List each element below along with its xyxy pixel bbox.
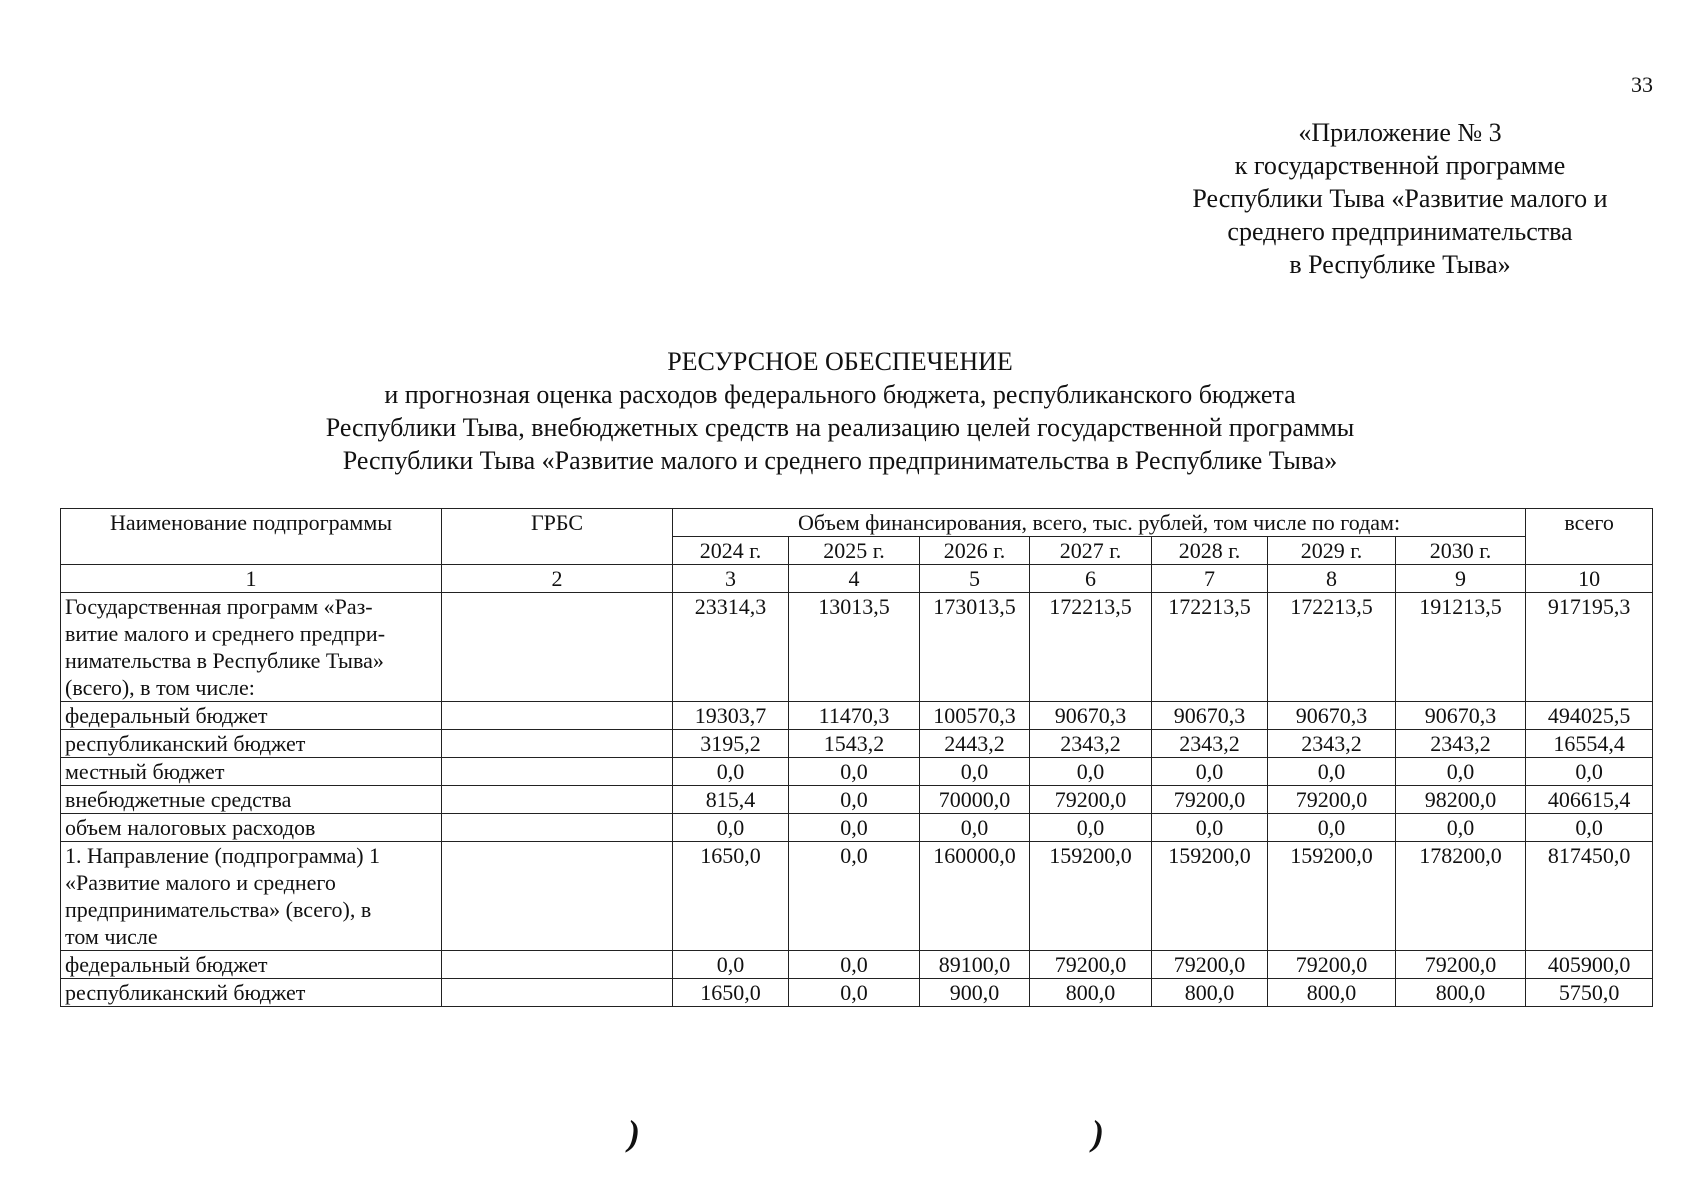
header-year: 2030 г. [1396,537,1526,565]
row-value-cell: 815,4 [673,786,789,814]
row-name-cell [61,979,442,1007]
table-header-row [61,509,1653,537]
title-line: Республики Тыва, внебюджетных средств на реализацию целей государственной программы [325,413,1355,442]
row-name-line: витие малого и среднего предпри- [65,621,386,646]
row-total-cell: 0,0 [1526,814,1653,842]
row-value-cell: 0,0 [1396,814,1526,842]
row-value-cell: 159200,0 [1030,842,1152,951]
appendix-line: «Приложение № 3 [1298,118,1502,147]
row-value-cell: 2343,2 [1152,730,1268,758]
row-value-cell: 0,0 [1030,814,1152,842]
table-row [61,814,1653,842]
title-line: и прогнозная оценка расходов федерального бюджета, республиканского бюджета [384,380,1296,409]
row-total-cell: 817450,0 [1526,842,1653,951]
table-row [61,758,1653,786]
table-row [61,786,1653,814]
row-value-cell: 172213,5 [1030,593,1152,702]
column-number: 4 [789,565,920,593]
row-total-cell: 16554,4 [1526,730,1653,758]
row-value-cell: 0,0 [920,814,1030,842]
header-total: всего [1526,509,1653,565]
row-value-cell: 1650,0 [673,979,789,1007]
row-name-line: местный бюджет [65,759,225,784]
row-value-cell: 900,0 [920,979,1030,1007]
row-value-cell: 90670,3 [1030,702,1152,730]
header-year: 2026 г. [920,537,1030,565]
row-value-cell: 13013,5 [789,593,920,702]
row-name-line: «Развитие малого и среднего [65,870,336,895]
row-total-cell: 406615,4 [1526,786,1653,814]
header-grbs: ГРБС [442,509,673,565]
table-row [61,702,1653,730]
row-value-cell: 90670,3 [1396,702,1526,730]
row-value-cell: 0,0 [1396,758,1526,786]
row-value-cell: 159200,0 [1152,842,1268,951]
row-value-cell: 0,0 [789,786,920,814]
row-grbs-cell [442,758,673,786]
row-value-cell: 800,0 [1396,979,1526,1007]
row-value-cell: 79200,0 [1030,786,1152,814]
document-title [60,345,1620,477]
row-value-cell: 800,0 [1030,979,1152,1007]
row-value-cell: 2343,2 [1030,730,1152,758]
column-number: 7 [1152,565,1268,593]
row-total-cell: 0,0 [1526,758,1653,786]
row-name-line: (всего), в том числе: [65,675,255,700]
row-name-line: 1. Направление (подпрограмма) 1 [65,843,381,868]
row-value-cell: 0,0 [789,814,920,842]
table-row [61,730,1653,758]
row-value-cell: 172213,5 [1268,593,1396,702]
row-value-cell: 3195,2 [673,730,789,758]
header-year: 2029 г. [1268,537,1396,565]
appendix-line: к государственной программе [1234,151,1566,180]
table-row [61,842,1653,951]
row-value-cell: 0,0 [789,758,920,786]
row-grbs-cell [442,842,673,951]
row-value-cell: 0,0 [1152,758,1268,786]
row-value-cell: 0,0 [1152,814,1268,842]
row-name-cell [61,593,442,702]
table-row [61,951,1653,979]
row-value-cell: 79200,0 [1396,951,1526,979]
row-value-cell: 0,0 [789,951,920,979]
row-value-cell: 90670,3 [1152,702,1268,730]
row-value-cell: 0,0 [673,814,789,842]
row-name-cell [61,758,442,786]
row-value-cell: 172213,5 [1152,593,1268,702]
header-name: Наименование подпрограммы [61,509,442,565]
row-grbs-cell [442,814,673,842]
row-value-cell: 160000,0 [920,842,1030,951]
row-name-line: федеральный бюджет [65,703,268,728]
row-name-line: объем налоговых расходов [65,815,316,840]
header-year: 2025 г. [789,537,920,565]
row-value-cell: 79200,0 [1268,951,1396,979]
row-value-cell: 100570,3 [920,702,1030,730]
row-value-cell: 79200,0 [1152,786,1268,814]
column-number: 9 [1396,565,1526,593]
row-grbs-cell [442,951,673,979]
footer-mark: ) [1092,1113,1104,1153]
appendix-line: в Республике Тыва» [1289,250,1511,279]
row-value-cell: 70000,0 [920,786,1030,814]
row-value-cell: 11470,3 [789,702,920,730]
row-value-cell: 0,0 [920,758,1030,786]
column-number: 1 [61,565,442,593]
header-year: 2024 г. [673,537,789,565]
row-value-cell: 2443,2 [920,730,1030,758]
column-number: 5 [920,565,1030,593]
row-value-cell: 2343,2 [1268,730,1396,758]
row-value-cell: 0,0 [1030,758,1152,786]
header-volume: Объем финансирования, всего, тыс. рублей, том числе по годам: [673,509,1526,537]
row-value-cell: 178200,0 [1396,842,1526,951]
row-name-cell [61,842,442,951]
row-value-cell: 800,0 [1152,979,1268,1007]
row-grbs-cell [442,786,673,814]
column-number: 10 [1526,565,1653,593]
row-name-line: нимательства в Республике Тыва» [65,648,384,673]
row-name-cell [61,786,442,814]
row-value-cell: 19303,7 [673,702,789,730]
row-total-cell: 494025,5 [1526,702,1653,730]
row-value-cell: 79200,0 [1268,786,1396,814]
row-name-cell [61,702,442,730]
header-year: 2028 г. [1152,537,1268,565]
row-name-line: республиканский бюджет [65,731,306,756]
page-number: 33 [1631,72,1653,97]
appendix-heading [1160,116,1640,281]
row-value-cell: 1543,2 [789,730,920,758]
row-name-line: предпринимательства» (всего), в [65,897,372,922]
column-number: 2 [442,565,673,593]
row-total-cell: 917195,3 [1526,593,1653,702]
row-value-cell: 173013,5 [920,593,1030,702]
appendix-line: среднего предпринимательства [1227,217,1573,246]
column-number: 8 [1268,565,1396,593]
row-value-cell: 98200,0 [1396,786,1526,814]
title-line: Республики Тыва «Развитие малого и среднего предпринимательства в Республике Тыва» [342,446,1338,475]
row-value-cell: 800,0 [1268,979,1396,1007]
row-value-cell: 191213,5 [1396,593,1526,702]
row-grbs-cell [442,702,673,730]
row-value-cell: 0,0 [789,979,920,1007]
row-value-cell: 89100,0 [920,951,1030,979]
row-value-cell: 2343,2 [1396,730,1526,758]
row-total-cell: 405900,0 [1526,951,1653,979]
row-value-cell: 0,0 [1268,814,1396,842]
title-main: РЕСУРСНОЕ ОБЕСПЕЧЕНИЕ [667,347,1013,376]
column-number: 6 [1030,565,1152,593]
appendix-line: Республики Тыва «Развитие малого и [1192,184,1608,213]
row-value-cell: 0,0 [789,842,920,951]
row-value-cell: 0,0 [673,758,789,786]
row-value-cell: 79200,0 [1030,951,1152,979]
table-row [61,979,1653,1007]
row-name-line: внебюджетные средства [65,787,292,812]
row-name-cell [61,730,442,758]
row-value-cell: 90670,3 [1268,702,1396,730]
row-name-line: Государственная программ «Раз- [65,594,373,619]
column-number: 3 [673,565,789,593]
row-name-cell [61,814,442,842]
row-name-line: республиканский бюджет [65,980,306,1005]
row-value-cell: 79200,0 [1152,951,1268,979]
row-value-cell: 1650,0 [673,842,789,951]
row-value-cell: 0,0 [1268,758,1396,786]
row-grbs-cell [442,593,673,702]
row-value-cell: 159200,0 [1268,842,1396,951]
row-name-line: том числе [65,924,158,949]
table-row [61,593,1653,702]
resource-table [60,508,1653,1007]
footer-mark: ) [628,1113,640,1153]
row-name-line: федеральный бюджет [65,952,268,977]
row-value-cell: 23314,3 [673,593,789,702]
row-grbs-cell [442,979,673,1007]
row-name-cell [61,951,442,979]
header-year: 2027 г. [1030,537,1152,565]
row-value-cell: 0,0 [673,951,789,979]
row-total-cell: 5750,0 [1526,979,1653,1007]
column-number-row [61,565,1653,593]
row-grbs-cell [442,730,673,758]
